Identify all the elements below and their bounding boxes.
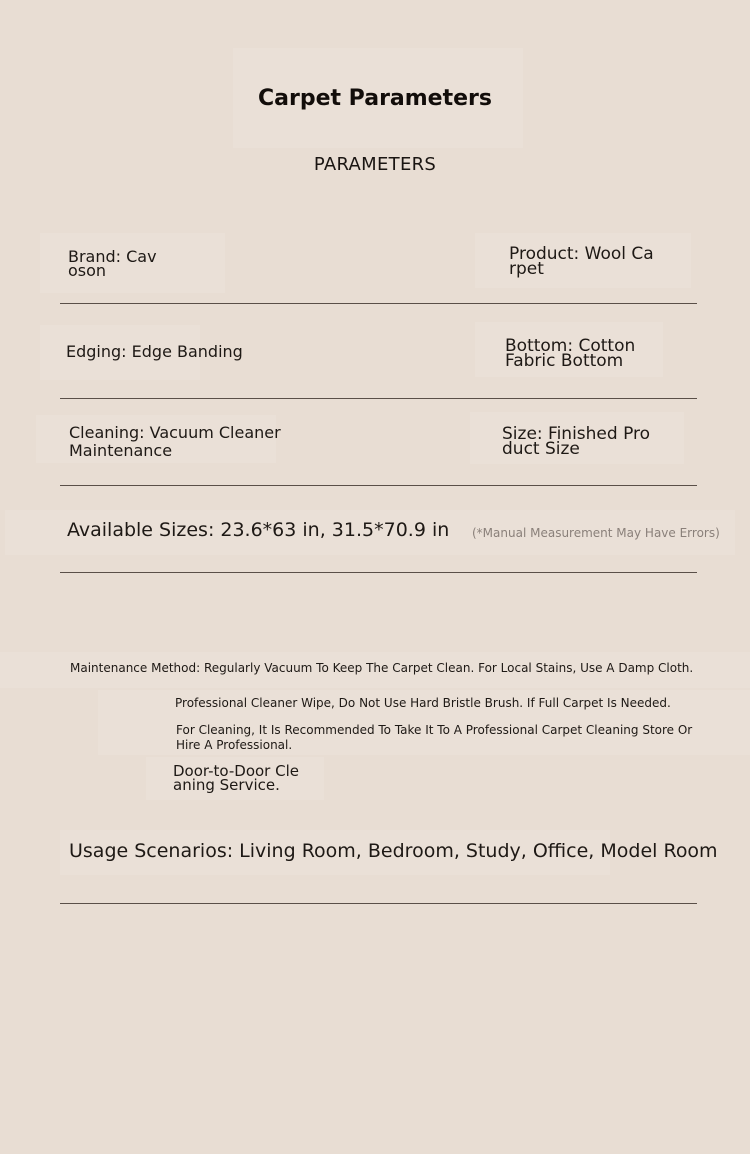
product-cell bbox=[509, 244, 654, 279]
edging-line-1: Edging: Edge Banding bbox=[66, 342, 243, 361]
page-title: Carpet Parameters bbox=[258, 86, 492, 111]
divider-1 bbox=[60, 303, 697, 304]
bottom-cell bbox=[505, 336, 636, 371]
edging-cell bbox=[66, 342, 243, 361]
maintenance-line-4a: Door-to-Door Cle bbox=[173, 762, 299, 780]
maintenance-line-1: Maintenance Method: Regularly Vacuum To Keep The Carpet Clean. For Local Stains, Use A Damp Cloth. bbox=[70, 661, 694, 675]
maintenance-line-4b: aning Service. bbox=[173, 776, 280, 794]
brand-line-2: oson bbox=[68, 261, 107, 280]
usage-scenarios: Usage Scenarios: Living Room, Bedroom, Study, Office, Model Room bbox=[69, 840, 718, 862]
product-line-2: rpet bbox=[509, 259, 544, 279]
size-line-1: Size: Finished Pro bbox=[502, 424, 651, 444]
maintenance-line-2: Professional Cleaner Wipe, Do Not Use Hard Bristle Brush. If Full Carpet Is Needed. bbox=[175, 696, 671, 710]
cleaning-line-2: Maintenance bbox=[69, 441, 173, 460]
cleaning-line-1: Cleaning: Vacuum Cleaner bbox=[69, 423, 281, 442]
available-sizes: Available Sizes: 23.6*63 in, 31.5*70.9 in bbox=[67, 519, 450, 541]
maintenance-line-4 bbox=[173, 764, 299, 792]
section-subtitle: PARAMETERS bbox=[313, 154, 437, 175]
divider-3 bbox=[60, 485, 697, 486]
maintenance-line-3a: For Cleaning, It Is Recommended To Take It To A Professional Carpet Cleaning Store Or bbox=[176, 723, 693, 737]
size-cell bbox=[502, 424, 651, 459]
cleaning-cell bbox=[69, 424, 281, 460]
brand-line-1: Brand: Cav bbox=[68, 247, 157, 266]
size-line-2: duct Size bbox=[502, 439, 580, 459]
product-line-1: Product: Wool Ca bbox=[509, 244, 654, 264]
brand-cell bbox=[68, 247, 157, 280]
divider-5 bbox=[60, 903, 697, 904]
maintenance-line-3 bbox=[176, 723, 692, 753]
measurement-note: (*Manual Measurement May Have Errors) bbox=[472, 526, 720, 540]
bottom-line-1: Bottom: Cotton bbox=[505, 336, 636, 356]
maintenance-line-3b: Hire A Professional. bbox=[176, 738, 293, 752]
bottom-line-2: Fabric Bottom bbox=[505, 351, 624, 371]
divider-4 bbox=[60, 572, 697, 573]
divider-2 bbox=[60, 398, 697, 399]
